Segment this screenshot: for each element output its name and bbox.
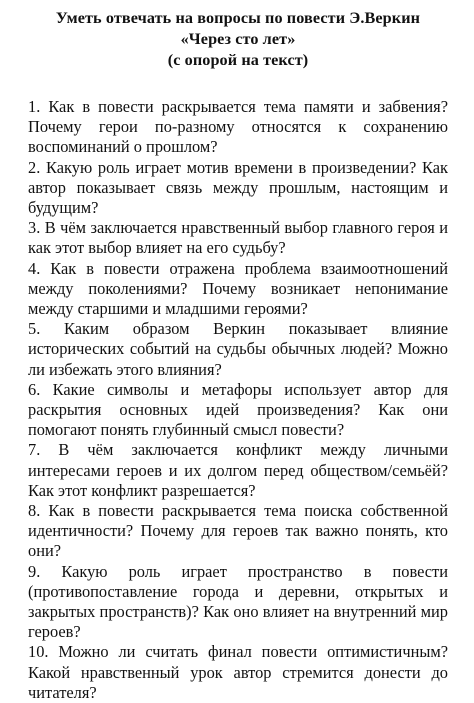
title-line-2: «Через сто лет» [180, 30, 296, 48]
title-line-1: Уметь отвечать на вопросы по повести Э.Веркин [55, 9, 421, 27]
question-item: 5. Каким образом Веркин показывает влияние исторических событий на судьбы обычных людей? Можно ли избежать этого влияния? [28, 319, 448, 379]
question-list [28, 97, 448, 703]
question-item: 9. Какую роль играет пространство в повести (противопоставление города и деревни, открытых и закрытых пространств)? Как оно влияет на внутренний мир героев? [28, 561, 448, 642]
document-title [28, 8, 448, 71]
question-item: 2. Какую роль играет мотив времени в произведении? Как автор показывает связь между прошлым, настоящим и будущим? [28, 157, 448, 218]
question-item: 8. Как в повести раскрывается тема поиска собственной идентичности? Почему для героев так важно понять, кто они? [28, 501, 448, 561]
question-item: 4. Как в повести отражена проблема взаимоотношений между поколениями? Почему возникает непонимание между старшими и младшими героями? [28, 258, 448, 319]
question-item: 3. В чём заключается нравственный выбор главного героя и как этот выбор влияет на его судьбу? [28, 218, 448, 258]
title-line-3: (с опорой на текст) [167, 51, 309, 69]
question-item: 10. Можно ли считать финал повести оптимистичным? Какой нравственный урок автор стремится донести до читателя? [28, 642, 448, 702]
question-item: 1. Как в повести раскрывается тема памяти и забвения? Почему герои по-разному относятся к сохранению воспоминаний о прошлом? [28, 97, 448, 157]
question-item: 6. Какие символы и метафоры использует автор для раскрытия основных идей произведения? Как они помогают понять глубинный смысл повести? [28, 379, 448, 440]
question-item: 7. В чём заключается конфликт между личными интересами героев и их долгом перед обществом/семьёй? Как этот конфликт разрешается? [28, 440, 448, 500]
